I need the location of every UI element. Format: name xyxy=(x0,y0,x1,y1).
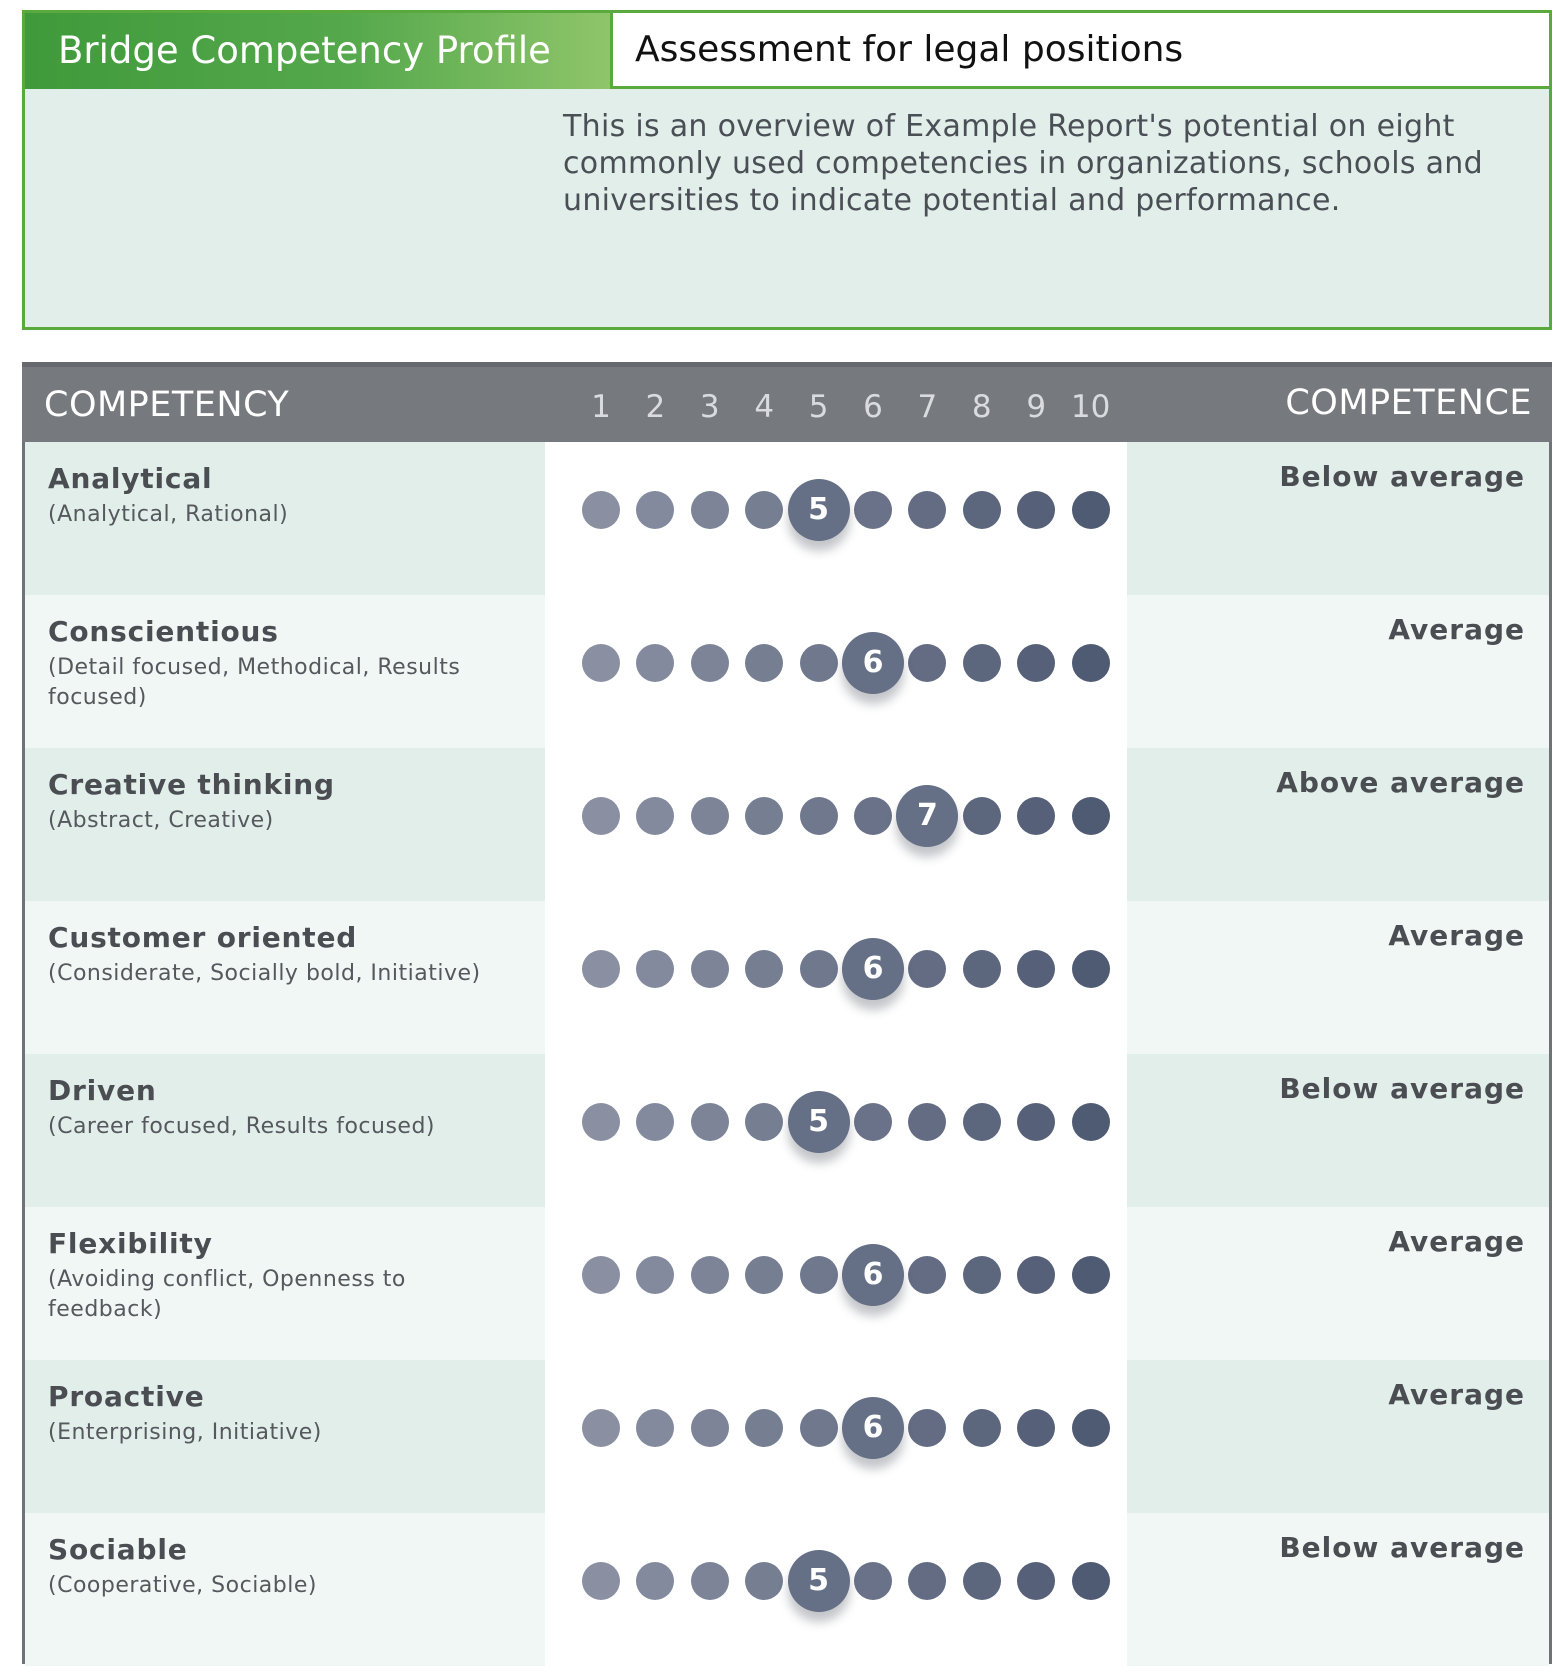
scale-dot xyxy=(745,1409,783,1447)
scale-dot xyxy=(1072,797,1110,835)
scale-dot xyxy=(745,644,783,682)
scale-number-6: 6 xyxy=(863,389,883,425)
competency-row xyxy=(25,442,1549,595)
competence-level: Average xyxy=(1388,1378,1525,1411)
scale-dot xyxy=(691,491,729,529)
score-marker: 5 xyxy=(788,479,850,541)
competency-cell xyxy=(25,901,545,1054)
score-marker: 6 xyxy=(842,1244,904,1306)
scale-dot xyxy=(963,1103,1001,1141)
competence-cell xyxy=(1127,1513,1549,1666)
scale-dot xyxy=(582,644,620,682)
scale-dot xyxy=(1072,950,1110,988)
scale-dot xyxy=(582,1256,620,1294)
competence-column-header: COMPETENCE xyxy=(1285,383,1532,423)
scale-dot xyxy=(800,1256,838,1294)
competence-cell xyxy=(1127,901,1549,1054)
overview-description: This is an overview of Example Report's potential on eight commonly used competencies in organizations, schools and universities to indicate potential and performance. xyxy=(563,109,1483,218)
scale-dot xyxy=(582,491,620,529)
profile-header-card xyxy=(22,10,1552,330)
scale-dot xyxy=(691,1256,729,1294)
competency-table xyxy=(22,362,1552,1664)
scale-dot xyxy=(1017,1409,1055,1447)
competency-traits: (Abstract, Creative) xyxy=(48,808,274,833)
scale-dot xyxy=(963,950,1001,988)
scale-dot xyxy=(582,1409,620,1447)
score-marker: 7 xyxy=(896,785,958,847)
scale-dot xyxy=(1017,1256,1055,1294)
table-header xyxy=(22,362,1552,442)
competence-cell xyxy=(1127,1207,1549,1360)
scale-number-8: 8 xyxy=(971,389,992,425)
competence-level: Average xyxy=(1388,919,1525,952)
scale-dot xyxy=(691,1103,729,1141)
scale-number-5: 5 xyxy=(808,389,829,425)
scale-number-7: 7 xyxy=(917,389,938,425)
scale-dot xyxy=(854,1562,892,1600)
competence-level: Below average xyxy=(1279,1531,1525,1564)
scale-dot xyxy=(1017,644,1055,682)
scale-dot xyxy=(691,1409,729,1447)
competency-traits: (Avoiding conflict, Openness to feedback) xyxy=(48,1267,406,1322)
scale-number-9: 9 xyxy=(1026,389,1047,425)
scale-dot xyxy=(1017,491,1055,529)
assessment-subtitle: Assessment for legal positions xyxy=(610,13,1549,89)
competency-row xyxy=(25,595,1549,748)
competence-cell xyxy=(1127,748,1549,901)
score-marker: 6 xyxy=(842,938,904,1000)
scale-dot xyxy=(691,950,729,988)
scale-dot xyxy=(745,491,783,529)
scale-dot xyxy=(963,797,1001,835)
score-marker: 6 xyxy=(842,632,904,694)
competency-traits: (Detail focused, Methodical, Results focused) xyxy=(48,655,461,710)
scale-dot xyxy=(582,1103,620,1141)
scale-dot xyxy=(745,1256,783,1294)
competence-level: Above average xyxy=(1276,766,1525,799)
scale-number-1: 1 xyxy=(591,389,611,425)
scale-dot xyxy=(691,1562,729,1600)
scale-dot xyxy=(800,950,838,988)
scale-dot xyxy=(963,1256,1001,1294)
scale-dot xyxy=(745,1562,783,1600)
competence-cell xyxy=(1127,1360,1549,1513)
competency-traits: (Analytical, Rational) xyxy=(48,502,289,527)
competency-cell xyxy=(25,1360,545,1513)
scale-dot xyxy=(1072,644,1110,682)
competency-row xyxy=(25,1513,1549,1666)
scale-dot xyxy=(800,644,838,682)
score-marker: 5 xyxy=(788,1091,850,1153)
scale-dot xyxy=(800,797,838,835)
scale-number-4: 4 xyxy=(754,389,775,425)
scale-dot xyxy=(963,491,1001,529)
scale-dot xyxy=(691,797,729,835)
profile-title: Bridge Competency Profile xyxy=(25,13,610,89)
competency-name: Analytical xyxy=(48,462,213,495)
competence-level: Below average xyxy=(1279,1072,1525,1105)
competency-cell xyxy=(25,748,545,901)
competency-row xyxy=(25,748,1549,901)
competency-row xyxy=(25,1360,1549,1513)
competency-name: Conscientious xyxy=(48,615,279,648)
competence-level: Average xyxy=(1388,613,1525,646)
scale-dot xyxy=(582,950,620,988)
scale-dot xyxy=(1072,491,1110,529)
competency-traits: (Career focused, Results focused) xyxy=(48,1114,436,1139)
scale-number-3: 3 xyxy=(699,389,720,425)
competency-traits: (Cooperative, Sociable) xyxy=(48,1573,317,1598)
scale-dot xyxy=(1017,1103,1055,1141)
scale-dot xyxy=(963,1409,1001,1447)
scale-dot xyxy=(1072,1256,1110,1294)
competency-traits: (Considerate, Socially bold, Initiative) xyxy=(48,961,481,986)
scale-dot xyxy=(963,644,1001,682)
scale-dot xyxy=(1072,1409,1110,1447)
competence-level: Average xyxy=(1388,1225,1525,1258)
competence-cell xyxy=(1127,1054,1549,1207)
scale-dot xyxy=(745,950,783,988)
competency-name: Driven xyxy=(48,1074,157,1107)
competency-name: Sociable xyxy=(48,1533,188,1566)
competency-cell xyxy=(25,442,545,595)
score-marker: 6 xyxy=(842,1397,904,1459)
scale-dot xyxy=(963,1562,1001,1600)
competency-cell xyxy=(25,1513,545,1666)
competency-cell xyxy=(25,1207,545,1360)
scale-dot xyxy=(800,1409,838,1447)
scale-dot xyxy=(854,797,892,835)
scale-dot xyxy=(854,491,892,529)
scale-number-10: 10 xyxy=(1070,389,1111,425)
scale-dot xyxy=(582,1562,620,1600)
scale-dot xyxy=(745,797,783,835)
competence-cell xyxy=(1127,442,1549,595)
competency-row xyxy=(25,1207,1549,1360)
scale-number-2: 2 xyxy=(645,389,666,425)
competency-name: Customer oriented xyxy=(48,921,358,954)
scale-dot xyxy=(745,1103,783,1141)
competency-name: Creative thinking xyxy=(48,768,335,801)
competency-row xyxy=(25,1054,1549,1207)
competency-cell xyxy=(25,595,545,748)
competency-traits: (Enterprising, Initiative) xyxy=(48,1420,322,1445)
scale-dot xyxy=(854,1103,892,1141)
scale-dot xyxy=(1072,1562,1110,1600)
scale-dot xyxy=(691,644,729,682)
scale-dot xyxy=(1072,1103,1110,1141)
competency-column-header: COMPETENCY xyxy=(44,385,290,425)
competency-name: Proactive xyxy=(48,1380,205,1413)
competence-level: Below average xyxy=(1279,460,1525,493)
competency-name: Flexibility xyxy=(48,1227,213,1260)
competence-cell xyxy=(1127,595,1549,748)
scale-dot xyxy=(1017,950,1055,988)
scale-dot xyxy=(1017,797,1055,835)
competency-row xyxy=(25,901,1549,1054)
score-marker: 5 xyxy=(788,1550,850,1612)
scale-dot xyxy=(1017,1562,1055,1600)
competency-cell xyxy=(25,1054,545,1207)
scale-dot xyxy=(582,797,620,835)
